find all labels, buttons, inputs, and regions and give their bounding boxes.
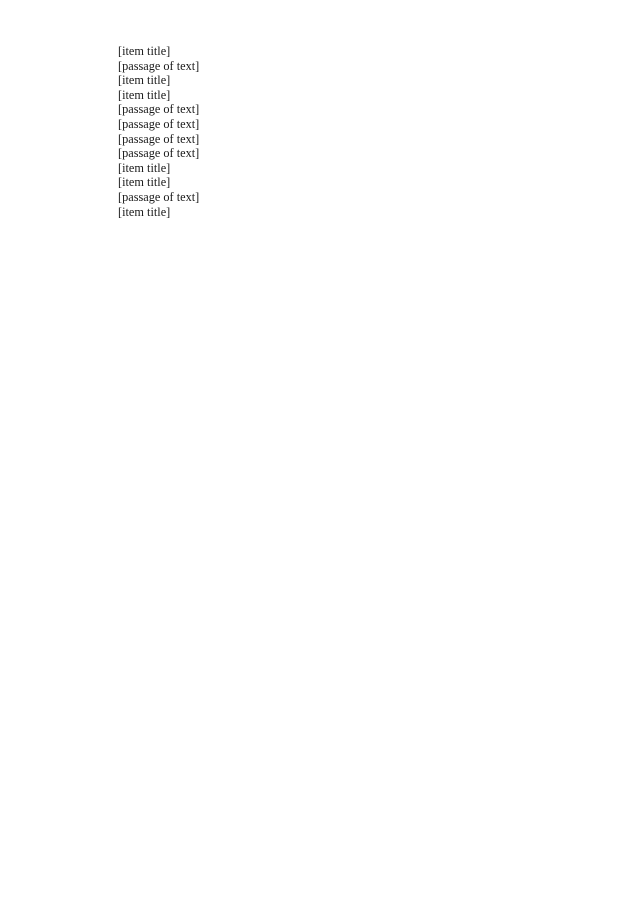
paragraph-9-4-5: [item title] [118, 204, 171, 219]
paragraph-13: [passage of text] [118, 189, 200, 204]
paragraph-9-4-2: [passage of text] [118, 146, 200, 161]
paragraph-9-4: [item title] [118, 73, 171, 88]
paragraph-9-3-2: [passage of text] [118, 58, 200, 73]
paragraph-9-3-1: [item title] [118, 44, 171, 58]
paragraph-3-2: [passage of text] [118, 116, 200, 131]
paragraph-9-4-4: [item title] [118, 175, 171, 190]
paragraph-3-1: [passage of text] [118, 102, 200, 117]
document-body [88, 44, 598, 219]
paragraph-3-3: [passage of text] [118, 131, 200, 146]
paragraph-9-4-3: [item title] [118, 160, 171, 175]
paragraph-9-4-1: [item title] [118, 87, 171, 102]
